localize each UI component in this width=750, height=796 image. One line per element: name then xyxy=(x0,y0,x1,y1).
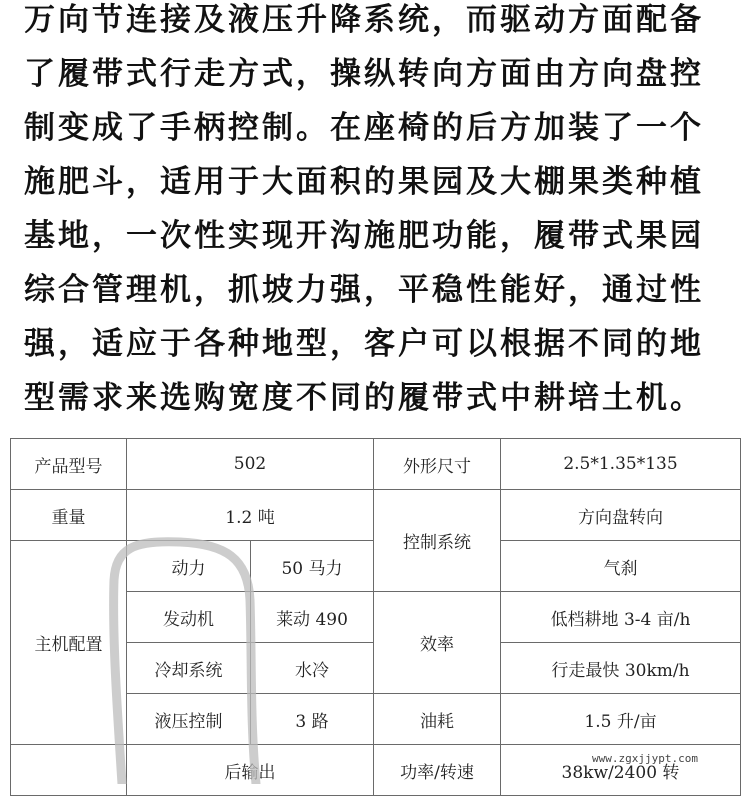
article-line: 了履带式行走方式，操纵转向方面由方向盘控 xyxy=(24,56,704,92)
article-line: 万向节连接及液压升降系统，而驱动方面配备 xyxy=(24,2,704,38)
size-value: 2.5*1.35*135 xyxy=(501,439,741,490)
efficiency-label: 效率 xyxy=(374,592,501,694)
engine-label: 发动机 xyxy=(127,592,251,643)
watermark: www.zgxjjypt.com xyxy=(592,752,698,765)
cooling-value: 水冷 xyxy=(251,643,374,694)
hydraulic-value: 3 路 xyxy=(251,694,374,745)
article-line: 强，适应于各种地型，客户可以根据不同的地 xyxy=(24,326,704,362)
article-text xyxy=(24,0,729,432)
empty-cell xyxy=(11,745,127,796)
efficiency-value-tilling: 低档耕地 3-4 亩/h xyxy=(501,592,741,643)
control-value-brake: 气刹 xyxy=(501,541,741,592)
model-value: 502 xyxy=(127,439,374,490)
rear-output-label: 后输出 xyxy=(127,745,374,796)
control-label: 控制系统 xyxy=(374,490,501,592)
weight-value: 1.2 吨 xyxy=(127,490,374,541)
table-row xyxy=(11,490,741,541)
article-line: 基地，一次性实现开沟施肥功能，履带式果园 xyxy=(24,218,704,254)
article-line: 制变成了手柄控制。在座椅的后方加装了一个 xyxy=(24,110,704,146)
spec-table xyxy=(10,438,741,796)
hydraulic-label: 液压控制 xyxy=(127,694,251,745)
model-label: 产品型号 xyxy=(11,439,127,490)
control-value-steering: 方向盘转向 xyxy=(501,490,741,541)
article-line: 型需求来选购宽度不同的履带式中耕培土机。 xyxy=(24,380,704,416)
fuel-value: 1.5 升/亩 xyxy=(501,694,741,745)
table-row xyxy=(11,439,741,490)
article-line: 施肥斗，适用于大面积的果园及大棚果类种植 xyxy=(24,164,704,200)
power-label: 动力 xyxy=(127,541,251,592)
fuel-label: 油耗 xyxy=(374,694,501,745)
power-speed-label: 功率/转速 xyxy=(374,745,501,796)
cooling-label: 冷却系统 xyxy=(127,643,251,694)
main-config-label: 主机配置 xyxy=(11,541,127,745)
power-speed-value: 38kw/2400 转 xyxy=(501,745,741,796)
size-label: 外形尺寸 xyxy=(374,439,501,490)
weight-label: 重量 xyxy=(11,490,127,541)
efficiency-value-travel: 行走最快 30km/h xyxy=(501,643,741,694)
power-value: 50 马力 xyxy=(251,541,374,592)
article-line: 综合管理机，抓坡力强，平稳性能好，通过性 xyxy=(24,272,704,308)
engine-value: 莱动 490 xyxy=(251,592,374,643)
